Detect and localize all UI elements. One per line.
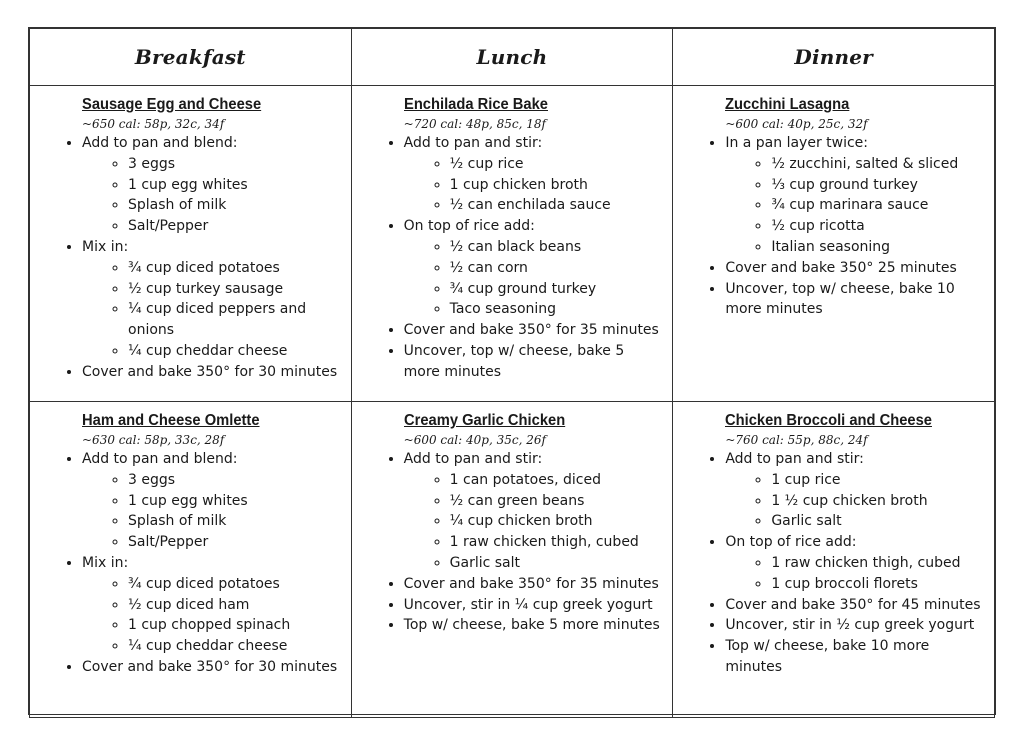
ingredient-item: ◦ 1 cup rice bbox=[771, 470, 986, 491]
recipe-step-text: Mix in: bbox=[82, 238, 129, 255]
recipe-step bbox=[82, 237, 343, 362]
recipe-step bbox=[725, 279, 986, 321]
ingredient-item: ◦ ¼ cup diced peppers and onions bbox=[128, 299, 343, 341]
recipe-cell bbox=[673, 86, 995, 402]
recipe-step-text: Cover and bake 350° for 30 minutes bbox=[82, 363, 338, 380]
meal-plan-table bbox=[29, 28, 995, 718]
ingredient-item: ◦ ⅓ cup ground turkey bbox=[771, 175, 986, 196]
meal-plan-sheet bbox=[28, 27, 996, 715]
recipe-step bbox=[82, 133, 343, 237]
ingredient-item: ◦ 1 raw chicken thigh, cubed bbox=[450, 532, 665, 553]
ingredient-item: ◦ ¼ cup cheddar cheese bbox=[128, 341, 343, 362]
ingredient-list bbox=[725, 470, 986, 532]
recipe-title: Creamy Garlic Chicken bbox=[403, 412, 565, 429]
ingredient-item: ◦ ½ can corn bbox=[450, 258, 665, 279]
recipe-step bbox=[404, 216, 665, 320]
recipe-title: Ham and Cheese Omlette bbox=[82, 412, 260, 429]
recipe-cell bbox=[351, 86, 673, 402]
ingredient-item: ◦ Splash of milk bbox=[128, 195, 343, 216]
column-header-breakfast: Breakfast bbox=[30, 29, 352, 86]
recipe-row bbox=[30, 86, 995, 402]
ingredient-item: ◦ ½ cup ricotta bbox=[771, 216, 986, 237]
ingredient-item: ◦ ¾ cup ground turkey bbox=[450, 279, 665, 300]
recipe-step-text: On top of rice add: bbox=[725, 534, 857, 551]
recipe-step-text: Add to pan and stir: bbox=[403, 451, 543, 467]
recipe-macros: ~600 cal: 40p, 25c, 32f bbox=[725, 117, 868, 131]
ingredient-list bbox=[404, 154, 665, 216]
ingredient-list bbox=[82, 470, 343, 553]
ingredient-item: ◦ ½ cup turkey sausage bbox=[128, 279, 343, 300]
recipe-step-text: Cover and bake 350° for 35 minutes bbox=[403, 322, 659, 339]
recipe-step-text: Cover and bake 350° 25 minutes bbox=[725, 259, 957, 276]
ingredient-item: ◦ 1 raw chicken thigh, cubed bbox=[771, 553, 986, 574]
ingredient-item: ◦ ½ can enchilada sauce bbox=[450, 195, 665, 216]
recipe-step bbox=[404, 449, 665, 574]
ingredient-item: ◦ ¾ cup marinara sauce bbox=[771, 195, 986, 216]
recipe-step-text: Uncover, top w/ cheese, bake 5 more minutes bbox=[403, 342, 625, 380]
ingredient-item: ◦ ¾ cup diced potatoes bbox=[128, 258, 343, 279]
recipe-step-text: Top w/ cheese, bake 5 more minutes bbox=[403, 617, 660, 634]
recipe-step bbox=[82, 657, 343, 678]
recipe-title: Sausage Egg and Cheese bbox=[82, 96, 262, 113]
ingredient-item: ◦ ½ zucchini, salted & sliced bbox=[771, 154, 986, 175]
recipe-step-text: Mix in: bbox=[82, 554, 129, 571]
recipe-steps bbox=[703, 449, 986, 678]
recipe-macros: ~600 cal: 40p, 35c, 26f bbox=[403, 433, 546, 447]
ingredient-list bbox=[404, 470, 665, 574]
ingredient-item: ◦ 1 cup chopped spinach bbox=[128, 615, 343, 636]
ingredient-item: ◦ Splash of milk bbox=[128, 511, 343, 532]
ingredient-item: ◦ 1 ½ cup chicken broth bbox=[771, 491, 986, 512]
recipe-cell bbox=[673, 402, 995, 718]
ingredient-item: ◦ Salt/Pepper bbox=[128, 216, 343, 237]
ingredient-item: ◦ Salt/Pepper bbox=[128, 532, 343, 553]
recipe-step-text: Cover and bake 350° for 45 minutes bbox=[725, 596, 981, 613]
recipe-steps bbox=[382, 449, 665, 636]
recipe-step bbox=[725, 133, 986, 258]
ingredient-item: ◦ 1 cup broccoli florets bbox=[771, 574, 986, 595]
recipe-step-text: Uncover, stir in ½ cup greek yogurt bbox=[725, 617, 975, 634]
recipe-step bbox=[404, 133, 665, 216]
ingredient-item: ◦ 1 cup egg whites bbox=[128, 175, 343, 196]
recipe-title: Enchilada Rice Bake bbox=[403, 96, 548, 113]
recipe-cell bbox=[30, 86, 352, 402]
recipe-step bbox=[725, 615, 986, 636]
recipe-step-text: In a pan layer twice: bbox=[725, 135, 869, 151]
recipe-step-text: Uncover, stir in ¼ cup greek yogurt bbox=[403, 596, 653, 613]
column-header-dinner: Dinner bbox=[673, 29, 995, 86]
column-header-lunch: Lunch bbox=[351, 29, 673, 86]
recipe-title: Zucchini Lasagna bbox=[725, 96, 850, 113]
ingredient-item: ◦ 1 cup chicken broth bbox=[450, 175, 665, 196]
recipe-steps bbox=[703, 133, 986, 320]
ingredient-item: ◦ 3 eggs bbox=[128, 154, 343, 175]
recipe-step bbox=[82, 449, 343, 553]
recipe-step-text: Cover and bake 350° for 30 minutes bbox=[82, 658, 338, 675]
recipe-step-text: Uncover, top w/ cheese, bake 10 more minutes bbox=[725, 280, 955, 318]
recipe-step bbox=[404, 320, 665, 341]
recipe-step-text: Top w/ cheese, bake 10 more minutes bbox=[725, 638, 930, 675]
recipe-step-text: Add to pan and blend: bbox=[82, 135, 238, 151]
recipe-step bbox=[82, 553, 343, 657]
recipe-step bbox=[404, 341, 665, 383]
ingredient-item: ◦ ¾ cup diced potatoes bbox=[128, 574, 343, 595]
ingredient-list bbox=[725, 553, 986, 595]
ingredient-item: ◦ ½ cup diced ham bbox=[128, 595, 343, 616]
recipe-step bbox=[82, 362, 343, 383]
ingredient-item: ◦ Italian seasoning bbox=[771, 237, 986, 258]
recipe-macros: ~760 cal: 55p, 88c, 24f bbox=[725, 433, 868, 447]
ingredient-item: ◦ Garlic salt bbox=[450, 553, 665, 574]
recipe-step-text: Add to pan and stir: bbox=[403, 135, 543, 151]
ingredient-item: ◦ Taco seasoning bbox=[450, 299, 665, 320]
ingredient-item: ◦ ¼ cup chicken broth bbox=[450, 511, 665, 532]
recipe-cell bbox=[30, 402, 352, 718]
recipe-step-text: On top of rice add: bbox=[403, 218, 535, 235]
ingredient-list bbox=[404, 237, 665, 320]
recipe-macros: ~650 cal: 58p, 32c, 34f bbox=[82, 117, 225, 131]
recipe-step bbox=[404, 595, 665, 616]
recipe-macros: ~720 cal: 48p, 85c, 18f bbox=[403, 117, 546, 131]
recipe-step-text: Add to pan and blend: bbox=[82, 451, 238, 467]
ingredient-item: ◦ Garlic salt bbox=[771, 511, 986, 532]
ingredient-item: ◦ 3 eggs bbox=[128, 470, 343, 491]
recipe-step bbox=[725, 532, 986, 594]
recipe-cell bbox=[351, 402, 673, 718]
ingredient-list bbox=[82, 154, 343, 237]
ingredient-list bbox=[82, 574, 343, 657]
meal-plan-body bbox=[30, 86, 995, 718]
recipe-step bbox=[404, 574, 665, 595]
recipe-step bbox=[725, 449, 986, 532]
recipe-step bbox=[725, 258, 986, 279]
ingredient-list bbox=[725, 154, 986, 258]
ingredient-item: ◦ ½ can black beans bbox=[450, 237, 665, 258]
ingredient-item: ◦ 1 can potatoes, diced bbox=[450, 470, 665, 491]
recipe-title: Chicken Broccoli and Cheese bbox=[725, 412, 933, 429]
ingredient-list bbox=[82, 258, 343, 362]
recipe-steps bbox=[60, 133, 343, 383]
recipe-steps bbox=[382, 133, 665, 383]
ingredient-item: ◦ 1 cup egg whites bbox=[128, 491, 343, 512]
recipe-step bbox=[725, 595, 986, 616]
recipe-step bbox=[404, 615, 665, 636]
recipe-step bbox=[725, 636, 986, 678]
ingredient-item: ◦ ½ cup rice bbox=[450, 154, 665, 175]
recipe-row bbox=[30, 402, 995, 718]
recipe-steps bbox=[60, 449, 343, 678]
ingredient-item: ◦ ¼ cup cheddar cheese bbox=[128, 636, 343, 657]
recipe-macros: ~630 cal: 58p, 33c, 28f bbox=[82, 433, 225, 447]
recipe-step-text: Add to pan and stir: bbox=[725, 451, 864, 467]
header-row bbox=[30, 29, 995, 86]
recipe-step-text: Cover and bake 350° for 35 minutes bbox=[403, 575, 659, 592]
ingredient-item: ◦ ½ can green beans bbox=[450, 491, 665, 512]
